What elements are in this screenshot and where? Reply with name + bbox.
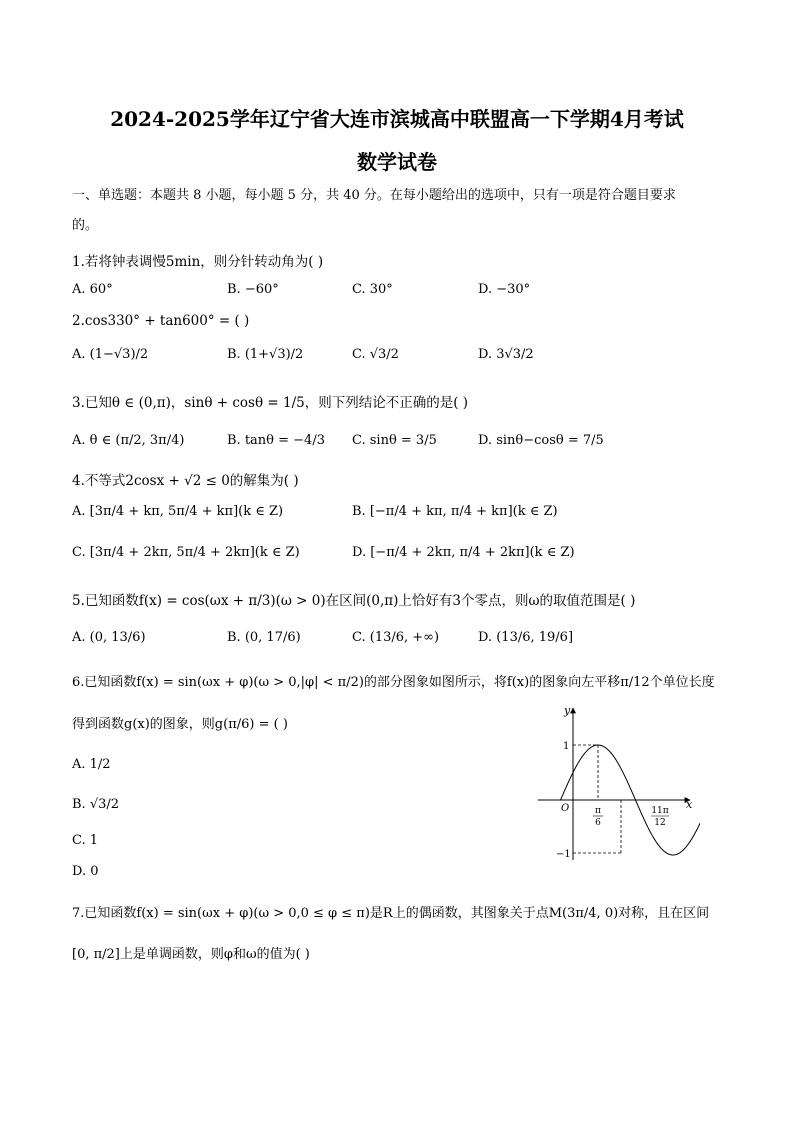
question-stem: 已知θ ∈ (0,π)，sinθ + cosθ = 1/5，则下列结论不正确的是( ): [84, 395, 469, 411]
q2-option-d: D. 3√3/2: [478, 347, 534, 362]
question-5: [72, 589, 635, 609]
question-7-stem-line2: [0, π/2]上是单调函数，则φ和ω的值为( ): [72, 947, 310, 962]
x-tick-11pi-12-num: 11π: [651, 806, 669, 816]
question-1: [72, 250, 323, 270]
question-number: 5.: [72, 593, 85, 609]
q3-option-b: B. tanθ = −4/3: [227, 433, 325, 448]
question-number: 7.: [72, 906, 85, 921]
x-tick-11pi-12: [651, 806, 669, 828]
x-axis-label: x: [686, 798, 693, 811]
q4-option-b: B. [−π/4 + kπ, π/4 + kπ](k ∈ Z): [352, 504, 558, 519]
question-number: 1.: [72, 254, 85, 270]
q6-option-b: B. √3/2: [72, 797, 120, 812]
x-tick-pi-6-den: 6: [595, 818, 601, 828]
question-stem: 若将钟表调慢5min，则分针转动角为( ): [84, 254, 324, 270]
function-graph-figure: [520, 700, 700, 870]
question-number: 4.: [72, 473, 85, 489]
q1-option-a: A. 60°: [72, 282, 113, 297]
q6-option-d: D. 0: [72, 864, 99, 879]
section-header-line2: 的。: [72, 218, 99, 233]
section-header-line1: 一、单选题：本题共 8 小题，每小题 5 分，共 40 分。在每小题给出的选项中，只有一项是符合题目要求: [72, 188, 676, 203]
question-6: [72, 671, 715, 690]
y-tick-top-label: 1: [563, 741, 570, 752]
question-7: [72, 902, 709, 921]
page-subtitle: 数学试卷: [357, 150, 437, 174]
x-tick-pi-6-num: π: [595, 806, 601, 816]
question-stem: 不等式2cosx + √2 ≤ 0的解集为( ): [84, 473, 299, 489]
q2-option-a: A. (1−√3)/2: [72, 347, 149, 362]
q3-option-d: D. sinθ−cosθ = 7/5: [478, 433, 604, 448]
question-number: 6.: [72, 675, 85, 690]
q4-option-d: D. [−π/4 + 2kπ, π/4 + 2kπ](k ∈ Z): [352, 545, 575, 560]
question-4: [72, 469, 299, 489]
q4-option-a: A. [3π/4 + kπ, 5π/4 + kπ](k ∈ Z): [72, 504, 284, 519]
x-tick-pi-6: [593, 806, 603, 828]
q5-option-a: A. (0, 13/6): [72, 630, 146, 645]
q5-option-b: B. (0, 17/6): [227, 630, 301, 645]
page-title: 2024-2025学年辽宁省大连市滨城高中联盟高一下学期4月考试: [110, 107, 684, 131]
q6-option-c: C. 1: [72, 833, 99, 848]
q2-option-b: B. (1+√3)/2: [227, 347, 304, 362]
q6-option-a: A. 1/2: [72, 757, 111, 772]
q1-option-c: C. 30°: [352, 282, 393, 297]
question-6-stem-line2: 得到函数g(x)的图象，则g(π/6) = ( ): [72, 717, 288, 732]
y-axis-label: y: [564, 704, 571, 717]
q3-option-c: C. sinθ = 3/5: [352, 433, 437, 448]
question-2: [72, 313, 249, 329]
question-3: [72, 391, 468, 411]
question-stem: 已知函数f(x) = cos(ωx + π/3)(ω > 0)在区间(0,π)上恰好有3个零点，则ω的取值范围是( ): [84, 593, 636, 609]
q1-option-b: B. −60°: [227, 282, 279, 297]
q5-option-c: C. (13/6, +∞): [352, 630, 440, 645]
question-number: 3.: [72, 395, 85, 411]
q3-option-a: A. θ ∈ (π/2, 3π/4): [72, 433, 185, 448]
origin-label: O: [561, 803, 570, 814]
question-stem: 已知函数f(x) = sin(ωx + φ)(ω > 0,0 ≤ φ ≤ π)是R上的偶函数，其图象关于点M(3π/4, 0)对称，且在区间: [84, 906, 710, 921]
q4-option-c: C. [3π/4 + 2kπ, 5π/4 + 2kπ](k ∈ Z): [72, 545, 300, 560]
question-stem: 已知函数f(x) = sin(ωx + φ)(ω > 0,|φ| < π/2)的部分图象如图所示，将f(x)的图象向左平移π/12个单位长度: [84, 675, 715, 690]
question-stem: cos330° + tan600° = ( ): [84, 313, 250, 329]
q2-option-c: C. √3/2: [352, 347, 399, 362]
y-tick-bottom-label: −1: [556, 849, 571, 860]
q1-option-d: D. −30°: [478, 282, 531, 297]
question-number: 2.: [72, 313, 85, 329]
q5-option-d: D. (13/6, 19/6]: [478, 630, 574, 645]
x-tick-11pi-12-den: 12: [654, 818, 666, 828]
